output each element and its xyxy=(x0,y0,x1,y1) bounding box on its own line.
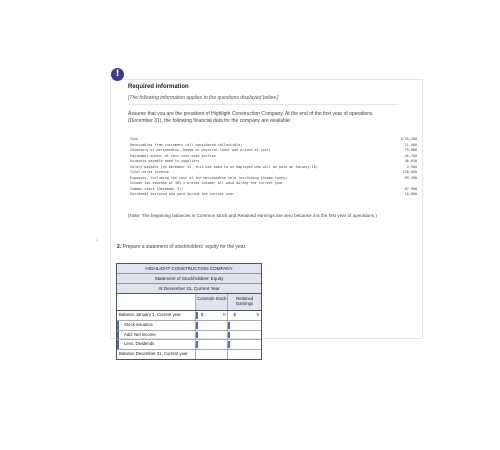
required-information-heading: Required information xyxy=(128,84,189,90)
retained-earnings-input[interactable] xyxy=(228,331,261,340)
statement-name: Statement of Stockholders' Equity xyxy=(117,274,261,284)
question-number: 2. xyxy=(117,244,122,250)
table-row xyxy=(117,350,261,359)
alert-icon: ! xyxy=(111,68,124,81)
data-amount: 79,000 xyxy=(404,148,417,153)
row-label: Balance January 1, Current year xyxy=(117,311,196,320)
data-label: Equipment owned, at cost less used portion xyxy=(130,153,216,158)
data-label: Accounts payable owed to suppliers xyxy=(130,159,200,164)
common-stock-input[interactable] xyxy=(196,350,229,359)
retained-earnings-input[interactable] xyxy=(228,311,261,320)
data-amount: 10,800 xyxy=(404,192,417,197)
table-row xyxy=(117,321,261,331)
data-amount: 11,400 xyxy=(404,142,417,147)
data-amount: $ 25,200 xyxy=(400,137,417,141)
statement-company: HIGHLIGHT CONSTRUCTION COMPANY xyxy=(117,264,261,274)
stockholders-equity-statement xyxy=(116,263,262,360)
data-amount: 120,000 xyxy=(402,170,417,175)
cell-value: 0 xyxy=(256,312,259,317)
input-marker xyxy=(228,322,230,329)
currency-symbol: $ xyxy=(233,312,236,317)
data-label: Common stock (December 31) xyxy=(130,186,184,191)
retained-earnings-input[interactable] xyxy=(228,340,261,349)
common-stock-input[interactable] xyxy=(196,311,229,320)
data-row xyxy=(130,192,417,198)
row-label-select[interactable]: Less: Dividends xyxy=(117,340,196,349)
data-amount: 2,300 xyxy=(406,164,417,169)
table-row xyxy=(117,331,261,341)
table-row xyxy=(117,340,261,350)
input-marker xyxy=(196,312,198,319)
data-label: Salary payable (on December 31, this was owed to an employee who will be paid on January 10) xyxy=(130,164,318,169)
input-marker xyxy=(196,322,198,329)
data-amount: 87,900 xyxy=(404,186,417,191)
column-header-row xyxy=(117,294,261,311)
currency-symbol: $ xyxy=(200,312,204,317)
data-label: Expenses, including the cost of the merchandise sold (excluding income taxes) xyxy=(130,175,288,180)
input-marker xyxy=(228,341,230,348)
side-marker: › xyxy=(96,238,98,244)
row-label-select[interactable]: Stock issuance xyxy=(117,321,196,330)
assumption-text: Assume that you are the president of Highlight Construction Company. At the end of the first year of operations (December 31), the following financial data for the company are available: xyxy=(128,111,373,124)
note-text: (Note: The beginning balances in Common stock and Retained earnings are zero because it is the first year of operations.) xyxy=(128,213,377,218)
data-label: Inventory of merchandise (based on physical count and priced at cost) xyxy=(130,148,271,153)
data-label: Receivables from customers (all considered collectible) xyxy=(130,142,243,147)
data-label: Dividends declared and paid during the current year xyxy=(130,192,235,197)
label-header xyxy=(117,294,196,310)
divider xyxy=(128,104,398,105)
row-label: Balance December 31, Current year xyxy=(117,350,196,359)
common-stock-input[interactable] xyxy=(196,340,229,349)
input-marker xyxy=(228,332,230,339)
common-stock-input[interactable] xyxy=(196,321,229,330)
table-row xyxy=(117,311,261,321)
retained-earnings-header: Retained Earnings xyxy=(228,294,261,310)
data-amount: 46,640 xyxy=(404,159,417,164)
financial-data-list xyxy=(130,137,417,198)
data-amount: 89,200 xyxy=(404,175,417,180)
common-stock-input[interactable] xyxy=(196,331,229,340)
data-label: Income tax expense at 30% × pretax income; all paid during the current year xyxy=(130,181,284,186)
retained-earnings-input[interactable] xyxy=(228,350,261,359)
data-amount: 41,700 xyxy=(404,153,417,158)
intro-text: [The following information applies to the questions displayed below.] xyxy=(128,95,279,101)
statement-date: At December 31, Current Year xyxy=(117,284,261,294)
input-marker xyxy=(196,332,198,339)
data-label: Total sales revenue xyxy=(130,170,169,175)
cell-value: 0 xyxy=(223,312,226,317)
input-marker xyxy=(196,341,198,348)
common-stock-header: Common Stock xyxy=(196,294,229,310)
retained-earnings-input[interactable] xyxy=(228,321,261,330)
question-prompt xyxy=(117,244,246,250)
question-text: Prepare a statement of stockholders' equity for the year. xyxy=(122,244,247,250)
data-label: Cash xyxy=(130,137,139,141)
row-label-select[interactable]: Add: Net income xyxy=(117,331,196,340)
